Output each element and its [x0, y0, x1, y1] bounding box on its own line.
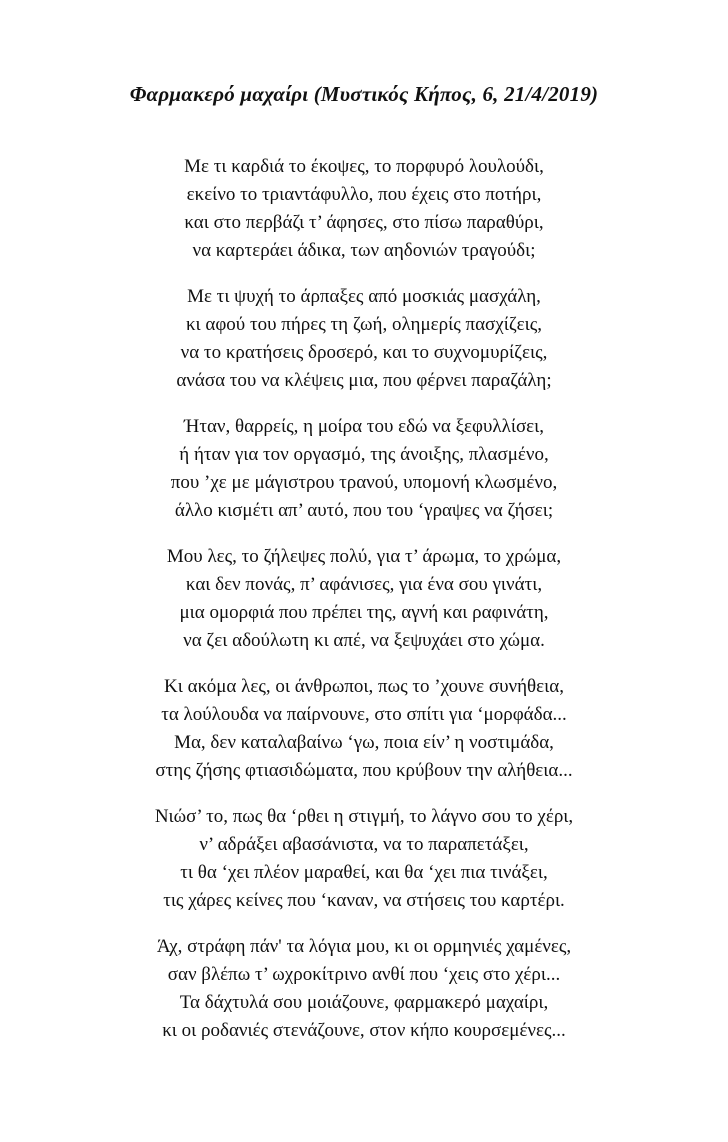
- stanza-5: [0, 673, 728, 785]
- poem-line: τι θα ‘χει πλέον μαραθεί, και θα ‘χει πια τινάξει,: [180, 862, 548, 883]
- poem-line: ν’ αδράξει αβασάνιστα, να το παραπετάξει,: [199, 834, 529, 855]
- poem-line: που ’χε με μάγιστρου τρανού, υπομονή κλωσμένο,: [170, 472, 558, 493]
- poem-line: Νιώσ’ το, πως θα ‘ρθει η στιγμή, το λάγνο σου το χέρι,: [154, 806, 574, 827]
- poem-line: και στο περβάζι τ’ άφησες, στο πίσω παραθύρι,: [184, 212, 544, 233]
- stanza-3: [0, 413, 728, 525]
- poem-line: τις χάρες κείνες που ‘καναν, να στήσεις του καρτέρι.: [163, 890, 565, 911]
- poem-line: Τα δάχτυλά σου μοιάζουνε, φαρμακερό μαχαίρι,: [179, 992, 549, 1013]
- poem-line: Μα, δεν καταλαβαίνω ‘γω, ποια είν’ η νοστιμάδα,: [174, 732, 554, 753]
- stanza-1: [0, 153, 728, 265]
- stanza-4: [0, 543, 728, 655]
- poem-line: άλλο κισμέτι απ’ αυτό, που του ‘γραψες να ζήσει;: [174, 500, 554, 521]
- poem-line: κι αφού του πήρες τη ζωή, ολημερίς πασχίζεις,: [185, 314, 543, 335]
- poem-line: ή ήταν για τον οργασμό, της άνοιξης, πλασμένο,: [179, 444, 549, 465]
- poem-title: Φαρμακερό μαχαίρι (Μυστικός Κήπος, 6, 21/4/2019): [129, 82, 599, 106]
- poem-line: κι οι ροδανιές στενάζουνε, στον κήπο κουρσεμένες...: [162, 1020, 566, 1041]
- poem-line: τα λούλουδα να παίρνουνε, στο σπίτι για ‘μορφάδα...: [161, 704, 567, 725]
- poem-line: Κι ακόμα λες, οι άνθρωποι, πως το ’χουνε συνήθεια,: [164, 676, 564, 697]
- poem-line: Μου λες, το ζήλεψες πολύ, για τ’ άρωμα, το χρώμα,: [166, 546, 562, 567]
- poem-line: μια ομορφιά που πρέπει της, αγνή και ραφινάτη,: [179, 602, 549, 623]
- stanza-7: [0, 933, 728, 1045]
- poem-line: να καρτεράει άδικα, των αηδονιών τραγούδι;: [192, 240, 536, 261]
- poem-line: Με τι καρδιά το έκοψες, το πορφυρό λουλούδι,: [184, 156, 544, 177]
- poem-line: να το κρατήσεις δροσερό, και το συχνομυρίζεις,: [180, 342, 548, 363]
- poem-line: και δεν πονάς, π’ αφάνισες, για ένα σου γινάτι,: [185, 574, 543, 595]
- poem-line: Ήταν, θαρρείς, η μοίρα του εδώ να ξεφυλλίσει,: [183, 416, 545, 437]
- poem-line: Με τι ψυχή το άρπαξες από μοσκιάς μασχάλη,: [187, 286, 541, 307]
- poem-line: Άχ, στράφη πάν' τα λόγια μου, κι οι ορμηνιές χαμένες,: [156, 936, 572, 957]
- stanza-6: [0, 803, 728, 915]
- poem-line: στης ζήσης φτιασιδώματα, που κρύβουν την αλήθεια...: [155, 760, 573, 781]
- poem-line: να ζει αδούλωτη κι απέ, να ξεψυχάει στο χώμα.: [183, 630, 545, 651]
- poem-line: εκείνο το τριαντάφυλλο, που έχεις στο ποτήρι,: [186, 184, 542, 205]
- poem-line: ανάσα του να κλέψεις μια, που φέρνει παραζάλη;: [176, 370, 552, 391]
- poem-line: σαν βλέπω τ’ ωχροκίτρινο ανθί που ‘χεις στο χέρι...: [167, 964, 561, 985]
- stanza-2: [0, 283, 728, 395]
